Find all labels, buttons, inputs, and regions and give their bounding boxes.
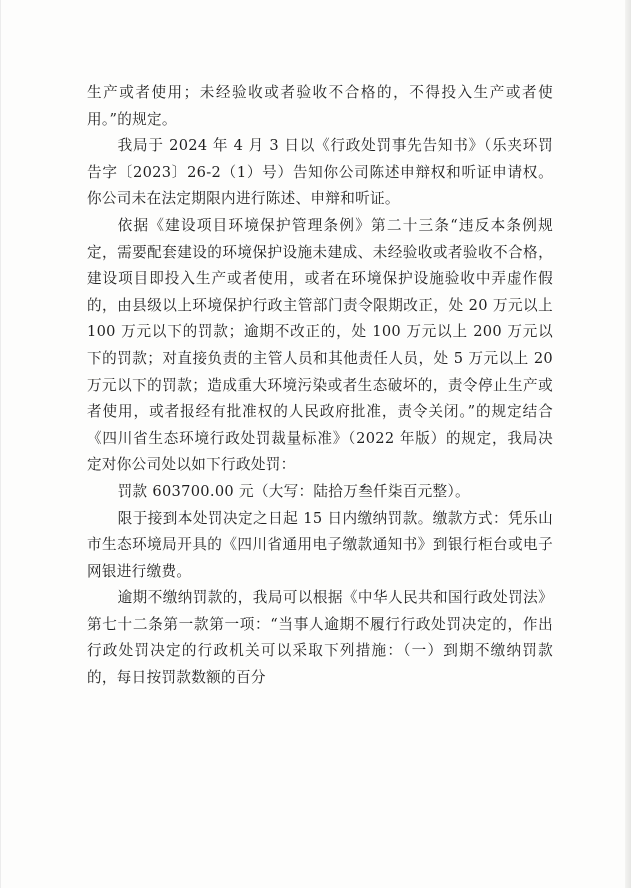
paragraph-payment-method: 限于接到本处罚决定之日起 15 日内缴纳罚款。缴款方式：凭乐山市生态环境局开具的《四川省通用电子缴款通知书》到银行柜台或电子网银进行缴费。 (87, 509, 553, 580)
paragraph-penalty-amount: 罚款 603700.00 元（大写：陆拾万叁仟柒百元整）。 (117, 482, 470, 500)
document-body (87, 80, 553, 692)
scan-edge (625, 0, 631, 888)
paragraph-legal-basis: 依据《建设项目环境保护管理条例》第二十三条“违反本条例规定，需要配套建设的环境保护设施未建成、未经验收或者验收不合格，建设项目即投入生产或者使用，或者在环境保护设施验收中弄虚作假的，由县级以上环境保护行政主管部门责令限期改正，处 20 万元以上 100 万元以下的罚款；逾期不改正的，处 100 万元以上 200 万元以下的罚款；对直接负责的主管人员和其他责任人员，处 5 万元以上 20 万元以下的罚款；造成重大环境污染或者生态破坏的，责令停止生产或者使用，或者报经有批准权的人民政府批准，责令关闭。”的规定结合《四川省生态环境行政处罚裁量标准》（2022 年版）的规定，我局决定对你公司处以如下行政处罚： (87, 216, 553, 474)
paragraph-continuation: 生产或者使用；未经验收或者验收不合格的，不得投入生产或者使用。”的规定。 (87, 84, 553, 128)
paragraph-prior-notice: 我局于 2024 年 4 月 3 日以《行政处罚事先告知书》（乐夹环罚告字〔2023〕26-2（1）号）告知你公司陈述申辩权和听证申请权。你公司未在法定期限内进行陈述、申辩和听证。 (87, 137, 553, 208)
paragraph-overdue-consequence: 逾期不缴纳罚款的，我局可以根据《中华人民共和国行政处罚法》第七十二条第一款第一项：“当事人逾期不履行行政处罚决定的，作出行政处罚决定的行政机关可以采取下列措施：（一）到期不缴纳罚款的，每日按罚款数额的百分 (87, 589, 553, 687)
